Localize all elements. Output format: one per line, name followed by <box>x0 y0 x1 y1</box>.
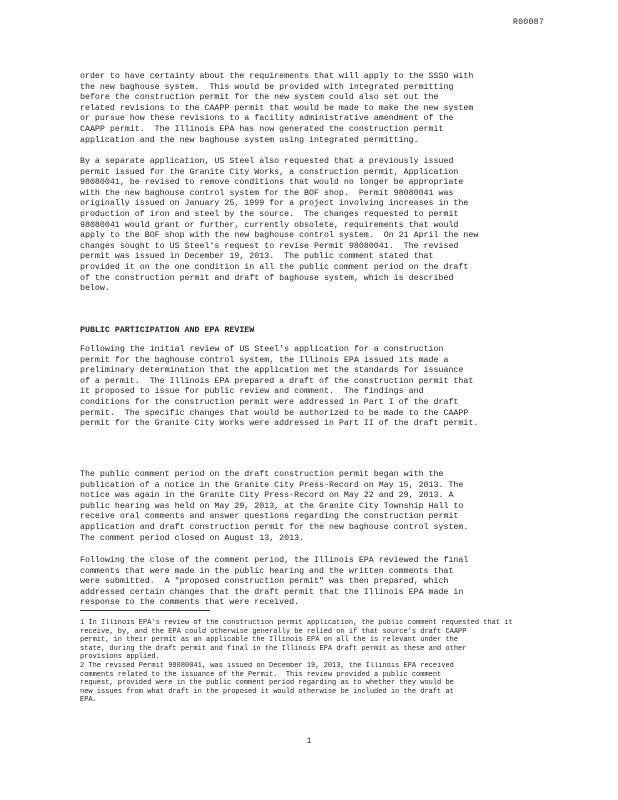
paragraph: By a separate application, US Steel also requested that a previously issued permit issued for the Granite City Works, a construction permit, Application 98080041, be revised to remove conditions that would no longer be appropriate with the new baghouse control system for the BOF shop. Permit 98080041 was originally issued on January 25, 1999 for a project involving increases in the production of iron and steel by the source. The changes requested to permit 98080041 would grant or further, currently obsolete, requirements that would apply to the BOF shop with the new baghouse control system. On 21 April the new changes sought to US Steel's request to revise Permit 98080041. The revised permit was issued in December 19, 2013. The public comment stated that provided it on the one condition in all the public comment period on the draft of the construction permit and draft of baghouse system, which is described below. <box>80 157 479 294</box>
paragraph: The public comment period on the draft construction permit began with the publication of a notice in the Granite City Press-Record on May 15, 2013. The notice was again in the Granite City Press-Record on May 22 and 29, 2013. A public hearing was held on May 29, 2013, at the Granite City Township Hall to receive oral comments and answer questions regarding the construction permit application and draft construction permit for the new baghouse control system. The comment period closed on August 13, 2013. <box>80 470 469 543</box>
footnote: 1 In Illinois EPA's review of the construction permit application, the public comment requested that it receive, by, and the EPA could otherwise generally be relied on if that source's draft CAAPP permit, in their permit as an applicable the Illinois EPA on all the is relevant under the state, during the draft permit and final in the Illinois EPA draft permit as these and other provisions applied. <box>80 619 513 662</box>
document-id: R00087 <box>512 18 544 27</box>
footnotes <box>80 619 542 705</box>
footnote: 2 The revised Permit 98080041, was issued on December 19, 2013, the Illinois EPA received comments related to the issuance of the Permit. This review provided a public comment request, provided were in the public comment period regarding as to whether they would be new issues from what draft in the proposed it would otherwise be included in the draft at EPA. <box>80 661 454 705</box>
paragraph: Following the initial review of US Steel's application for a construction permit for the baghouse control system, the Illinois EPA issued its made a preliminary determination that the application met the standards for issuance of a permit. The Illinois EPA prepared a draft of the construction permit that it proposed to issue for public review and comment. The findings and conditions for the construction permit were addressed in Part I of the draft permit. The specific changes that would be authorized to be made to the CAAPP permit for the Granite City Works were addressed in Part II of the draft permit. <box>80 345 479 429</box>
page-number: 1 <box>306 737 312 746</box>
section-heading: PUBLIC PARTICIPATION AND EPA REVIEW <box>80 326 255 335</box>
paragraph: Following the close of the comment period, the Illinois EPA reviewed the final comments that were made in the public hearing and the written comments that were submitted. A "proposed construction permit" was then prepared, which addressed certain changes that the draft permit that the Illinois EPA made in response to the comments that were received. <box>80 556 469 608</box>
footnote-divider <box>80 610 210 611</box>
paragraph: order to have certainty about the requirements that will apply to the SSSO with the new baghouse system. This would be provided with integrated permitting before the construction permit for the new system could also set out the related revisions to the CAAPP permit that would be made to make the new system or pursue how these revisions to a facility administrative amendment of the CAAPP permit. The Illinois EPA has now generated the construction permit application and the new baghouse system using integrated permitting. <box>80 72 474 145</box>
